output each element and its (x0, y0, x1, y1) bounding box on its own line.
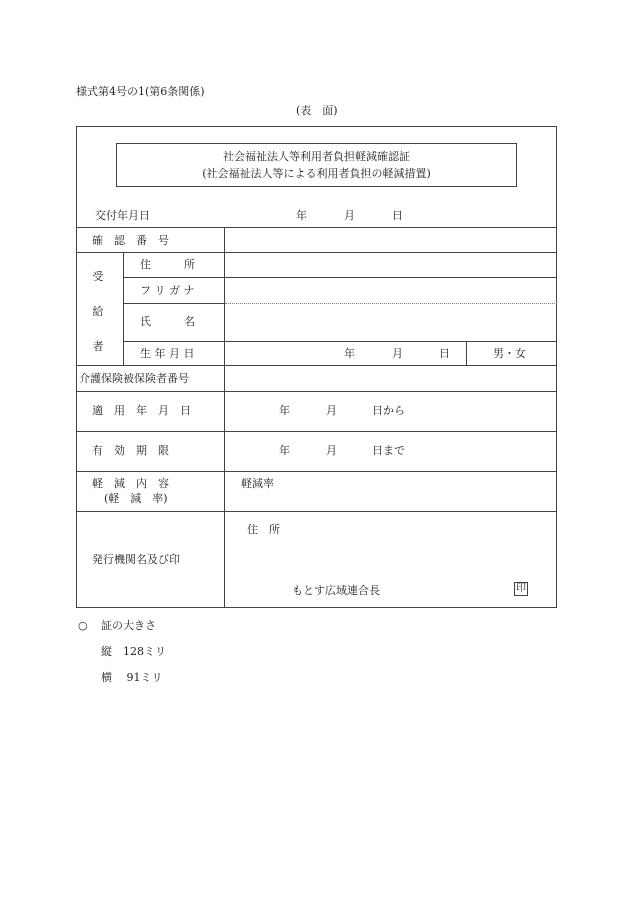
rule-gender-divider (466, 341, 467, 365)
apply-date-label: 適 用 年 月 日 (92, 404, 191, 417)
birthdate-label: 生 年 月 日 (140, 347, 195, 360)
confirmation-number-label: 確 認 番 号 (92, 234, 169, 247)
rule-name-bottom (123, 341, 557, 342)
issuer-name: もとす広域連合長 (292, 584, 380, 597)
birth-year: 年 (344, 347, 355, 360)
issuer-label: 発行機関名及び印 (92, 553, 180, 566)
apply-month: 月 (326, 404, 337, 417)
card-height: 縦 128ミリ (101, 645, 166, 658)
side-label: (表 面) (296, 104, 338, 117)
issue-month: 月 (344, 209, 355, 222)
valid-year: 年 (279, 444, 290, 457)
reduction-rate-paren-label: (軽 減 率) (104, 492, 168, 505)
apply-year: 年 (279, 404, 290, 417)
valid-until: 日まで (372, 444, 405, 457)
issue-date-label: 交付年月日 (95, 209, 150, 222)
form-number: 様式第4号の1(第6条関係) (76, 85, 205, 98)
rule-insured-bottom (76, 391, 557, 392)
card-width: 横 91ミリ (101, 671, 163, 684)
certificate-form (76, 126, 557, 608)
rule-recipient-divider (123, 252, 124, 365)
valid-month: 月 (326, 444, 337, 457)
gender-label: 男・女 (493, 347, 526, 360)
seal-stamp-box: 印 (516, 583, 526, 594)
certificate-title: 社会福祉法人等利用者負担軽減確認証 (223, 150, 410, 163)
issue-year: 年 (296, 209, 307, 222)
issue-day: 日 (392, 209, 403, 222)
rule-address-bottom (123, 277, 557, 278)
valid-period-label: 有 効 期 限 (92, 444, 169, 457)
birth-day: 日 (439, 347, 450, 360)
furigana-label: フ リ ガ ナ (140, 284, 195, 297)
rule-apply-bottom (76, 431, 557, 432)
rule-reduction-bottom (76, 511, 557, 512)
rule-label-divider (224, 227, 225, 608)
apply-from: 日から (372, 404, 405, 417)
name-label: 氏 名 (140, 315, 195, 328)
birth-month: 月 (392, 347, 403, 360)
rule-issue-bottom (76, 227, 557, 228)
card-size-label: 証の大きさ (101, 619, 156, 632)
address-label: 住 所 (140, 258, 195, 271)
recipient-label-1: 受 (92, 270, 104, 283)
recipient-label-2: 給 (92, 305, 104, 318)
rule-furigana-dotted (225, 303, 557, 304)
reduction-rate-label: 軽減率 (241, 477, 274, 490)
rule-number-bottom (76, 252, 557, 253)
reduction-content-label: 軽 減 内 容 (92, 477, 169, 490)
recipient-label-3: 者 (92, 340, 104, 353)
issuer-address-label: 住 所 (247, 523, 280, 536)
rule-valid-bottom (76, 471, 557, 472)
notes-bullet: ○ (78, 619, 88, 632)
certificate-subtitle: (社会福祉法人等による利用者負担の軽減措置) (202, 167, 431, 180)
rule-birth-bottom (76, 365, 557, 366)
rule-furigana-bottom (123, 303, 225, 304)
insured-number-label: 介護保険被保険者番号 (79, 372, 189, 385)
